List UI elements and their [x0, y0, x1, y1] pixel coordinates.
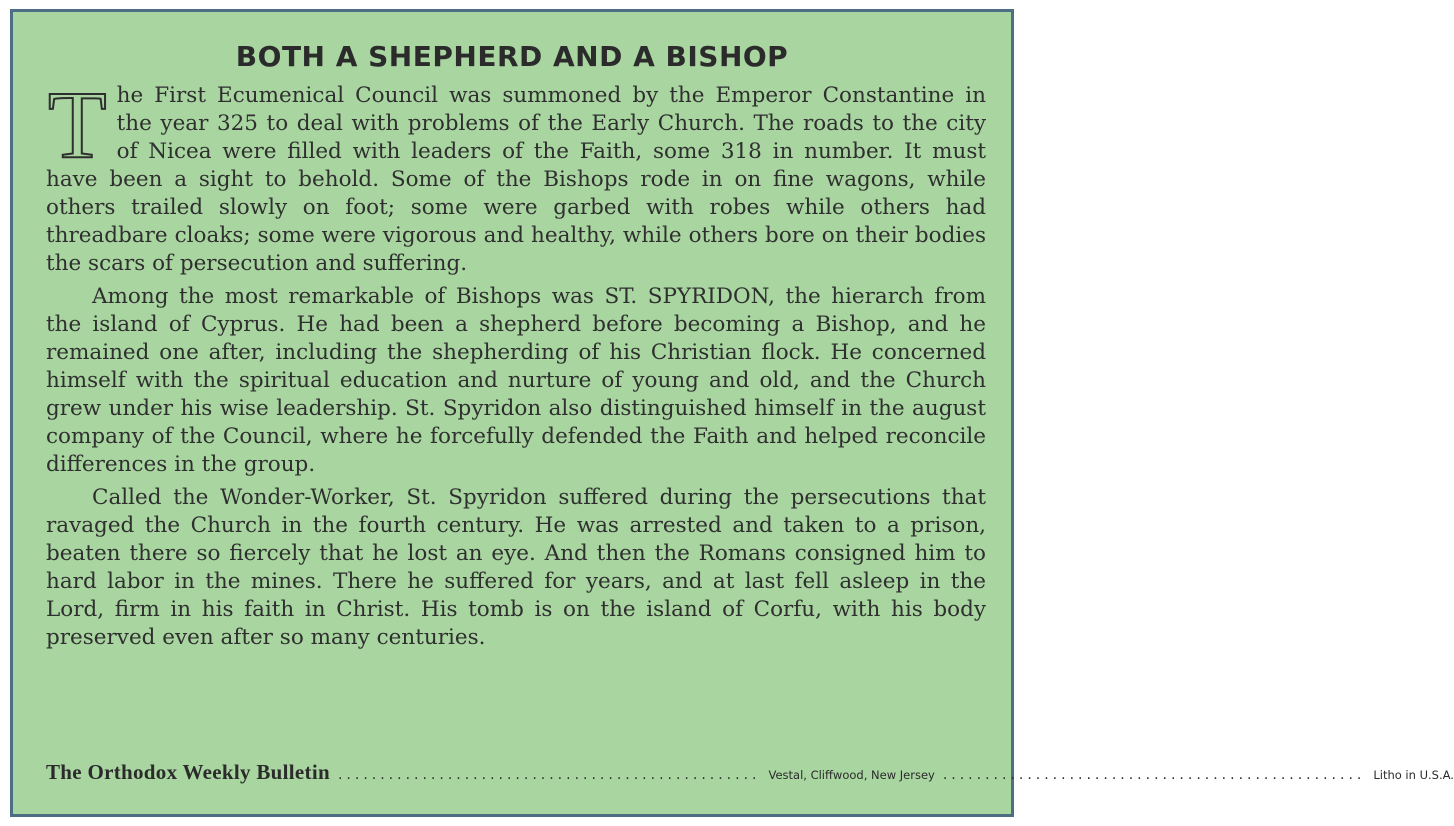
paragraph-2: Among the most remarkable of Bishops was ST. SPYRIDON, the hierarch from the island of Cyprus. He had been a shepherd before becoming a Bishop, and he remained one after, including the shepherding of his Christian flock. He concerned himself with the spiritual education and nurture of young and old, and the Church grew under his wise leadership. St. Spyridon also distinguished himself in the august company of the Council, where he forcefully defended the Faith and helped reconcile differences in the group.: [46, 284, 986, 477]
footer: [46, 760, 1454, 785]
article-body: [46, 71, 986, 652]
paragraph-1: [46, 71, 986, 278]
paragraph-3: Called the Wonder-Worker, St. Spyridon suffered during the persecutions that ravaged the Church in the fourth century. He was arrested and taken to a prison, beaten there so fiercely that he lost an eye. And then the Romans consigned him to hard labor in the mines. There he suffered for years, and at last fell asleep in the Lord, firm in his faith in Christ. His tomb is on the island of Corfu, with his body preserved even after so many centuries.: [46, 485, 986, 650]
article-title: BOTH A SHEPHERD AND A BISHOP: [235, 40, 789, 73]
leader-dots: ..................................................: [337, 767, 761, 783]
litho-note: Litho in U.S.A.: [1373, 768, 1454, 782]
publication-name: The Orthodox Weekly Bulletin: [46, 760, 330, 784]
paragraph-1-text: he First Ecumenical Council was summoned by the Emperor Constantine in the year 325 to deal with problems of the Early Church. The roads to the city of Nicea were filled with leaders of the Faith, some 318 in number. It must have been a sight to behold. Some of the Bishops rode in on fine wagons, while others trailed slowly on foot; some were garbed with robes while others had threadbare cloaks; some were vigorous and healthy, while others bore on their bodies the scars of persecution and suffering.: [46, 83, 986, 276]
drop-cap: T: [48, 71, 107, 178]
bulletin-card: [10, 9, 1454, 817]
publisher-location: Vestal, Cliffwood, New Jersey: [768, 768, 935, 782]
leader-dots: ..................................................: [942, 767, 1366, 783]
